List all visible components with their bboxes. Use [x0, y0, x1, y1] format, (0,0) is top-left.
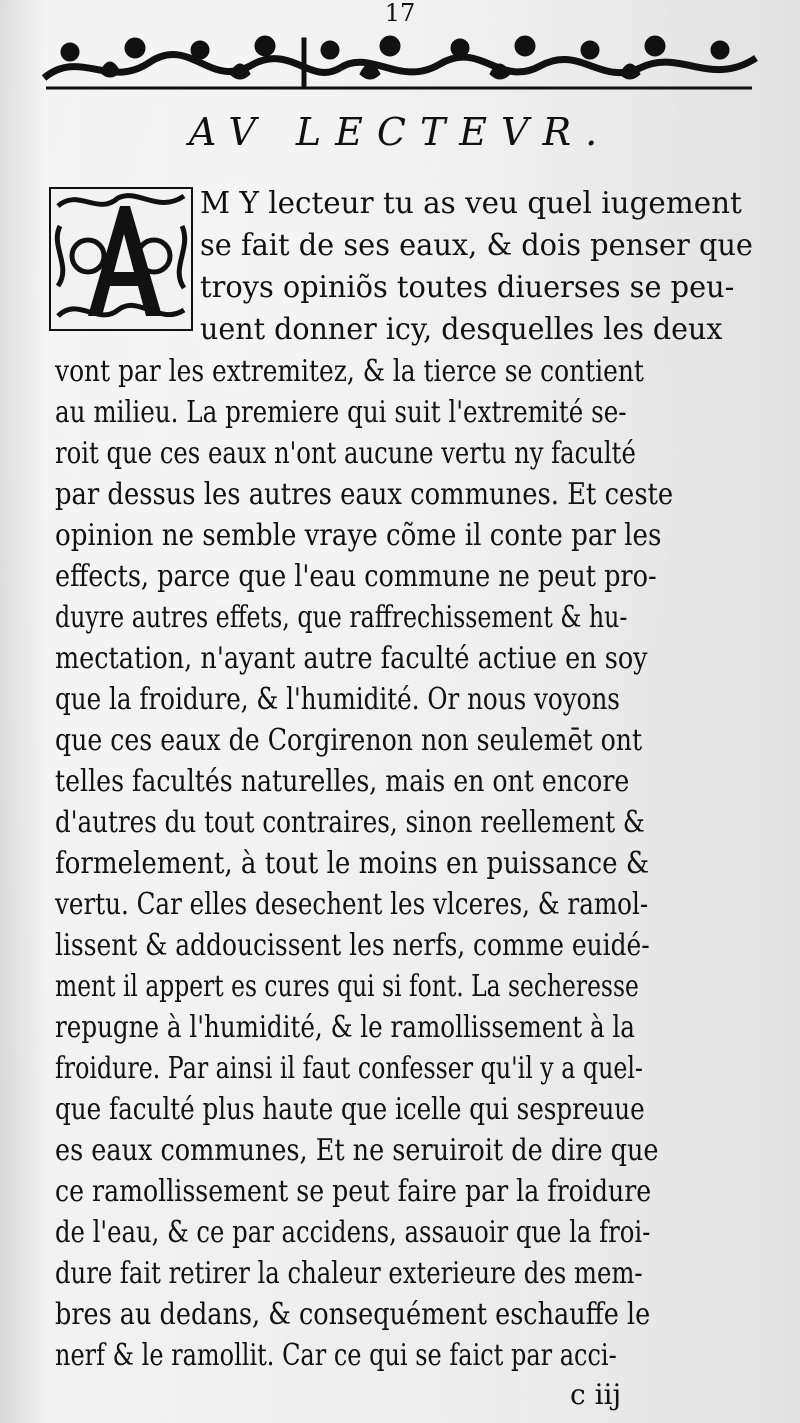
text-line: roit que ces eaux n'ont aucune vertu ny faculté: [55, 436, 636, 471]
text-line: que la froidure, & l'humidité. Or nous voyons: [55, 682, 620, 717]
text-line: es eaux communes, Et ne seruiroit de dire que: [55, 1133, 659, 1168]
text-line: uent donner icy, desquelles les deux: [200, 312, 723, 347]
text-line: ment il appert es cures qui si font. La secheresse: [55, 969, 639, 1004]
text-line: par dessus les autres eaux communes. Et ceste: [55, 477, 674, 512]
text-line: opinion ne semble vraye cõme il conte par les: [55, 518, 662, 553]
text-line: duyre autres effets, que raffrechissement & hu-: [55, 600, 628, 635]
text-line: effects, parce que l'eau commune ne peut pro-: [55, 559, 657, 594]
text-line: lissent & addoucissent les nerfs, comme euidé-: [55, 928, 650, 963]
page-number: 17: [384, 0, 416, 27]
text-line: au milieu. La premiere qui suit l'extremité se-: [55, 395, 627, 430]
text-line: mectation, n'ayant autre faculté actiue en soy: [55, 641, 648, 676]
text-line: froidure. Par ainsi il faut confesser qu'il y a quel-: [55, 1051, 643, 1086]
decorated-initial-a-icon: [48, 186, 194, 332]
text-line: telles facultés naturelles, mais en ont encore: [55, 764, 630, 799]
text-line: que faculté plus haute que icelle qui sespreuue: [55, 1092, 645, 1127]
page-heading: AV LECTEVR.: [188, 110, 612, 154]
text-line: bres au dedans, & consequément eschauffe le: [55, 1297, 651, 1332]
text-line: formelement, à tout le moins en puissance &: [55, 846, 650, 881]
text-line: se fait de ses eaux, & dois penser que: [200, 228, 753, 263]
text-line: ce ramollissement se peut faire par la froidure: [55, 1174, 652, 1209]
vine-scroll-ornament-icon: [40, 28, 760, 94]
text-line: de l'eau, & ce par accidens, assauoir que la froi-: [55, 1215, 651, 1250]
text-line: vont par les extremitez, & la tierce se contient: [55, 354, 644, 389]
text-line: repugne à l'humidité, & le ramollissement à la: [55, 1010, 635, 1045]
text-line: dure fait retirer la chaleur exterieure des mem-: [55, 1256, 643, 1291]
text-line: vertu. Car elles desechent les vlceres, & ramol-: [55, 887, 649, 922]
text-line: d'autres du tout contraires, sinon reellement &: [55, 805, 645, 840]
signature-mark: c iij: [570, 1378, 622, 1411]
text-line: que ces eaux de Corgirenon non seulemēt ont: [55, 723, 643, 758]
text-line: nerf & le ramollit. Car ce qui se faict par acci-: [55, 1338, 617, 1373]
text-line: troys opiniõs toutes diuerses se peu-: [200, 270, 735, 305]
text-line: M Y lecteur tu as veu quel iugement: [200, 186, 742, 221]
